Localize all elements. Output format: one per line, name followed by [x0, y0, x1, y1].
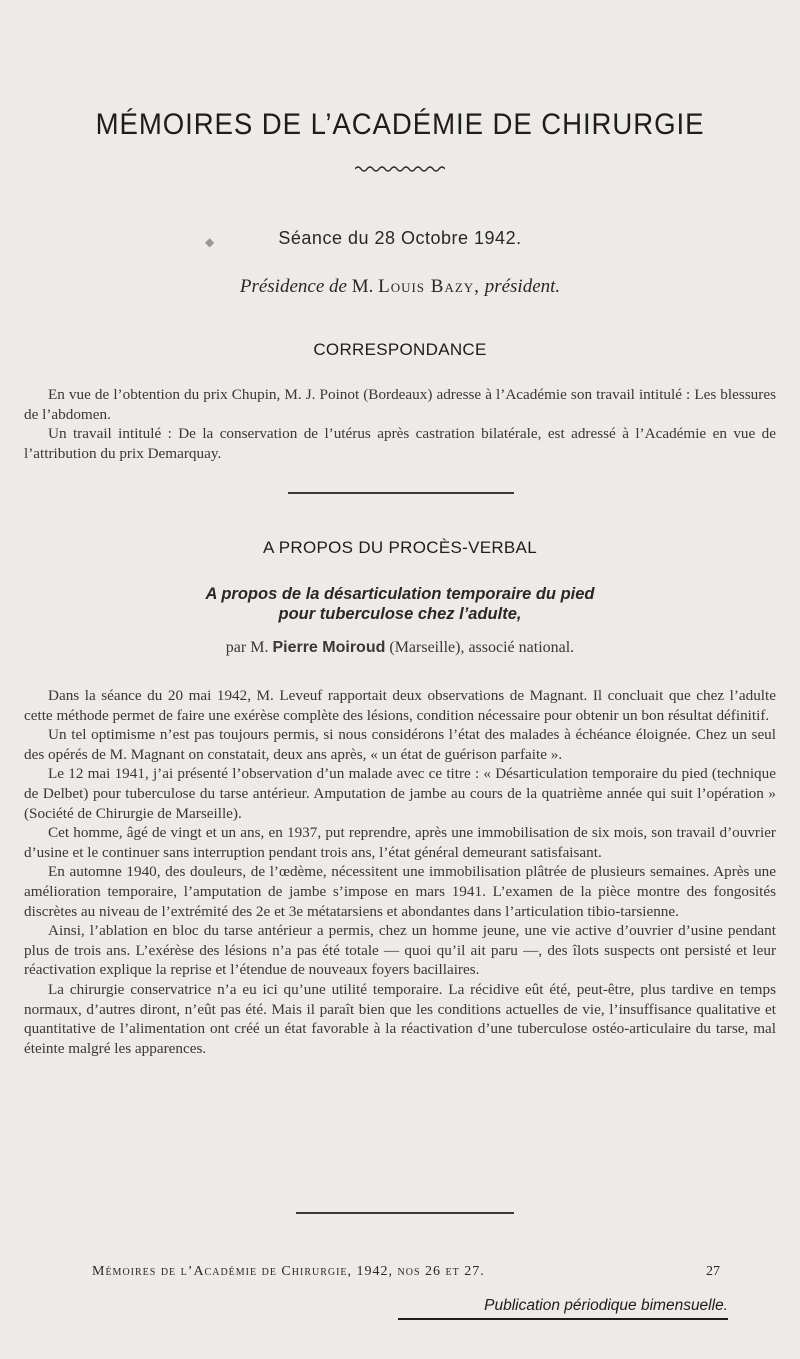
wavy-ornament — [355, 164, 445, 174]
author-name: Pierre Moiroud — [272, 639, 386, 656]
article-title-line-1: A propos de la désarticulation temporaire du pied — [205, 585, 595, 603]
speck-mark: ◆ — [205, 235, 215, 249]
president-name: Louis Bazy, — [378, 276, 480, 297]
footer-journal: Mémoires de l’Académie de Chirurgie, 1942, nos 26 et 27. — [92, 1264, 485, 1279]
byline-prefix: par M. — [225, 639, 269, 656]
page-number: 27 — [706, 1264, 720, 1279]
correspondance-heading: CORRESPONDANCE — [313, 340, 487, 359]
seance-date: Séance du 28 Octobre 1942. — [278, 228, 522, 248]
body-paragraph: Dans la séance du 20 mai 1942, M. Leveuf rapportait deux observations de Magnant. Il concluait que chez l’adulte cette méthode permet de faire une exérèse complète des lésions, condition nécessaire pour obtenir un bon résultat définitif. — [24, 687, 776, 724]
article-title — [0, 584, 800, 624]
correspondance-paragraph-1: En vue de l’obtention du prix Chupin, M. J. Poinot (Bordeaux) adresse à l’Académie son travail intitulé : Les blessures de l’abdomen. — [24, 386, 776, 423]
article-title-line-2: pour tuberculose chez l’adulte, — [278, 605, 522, 623]
page-footer — [92, 1264, 732, 1280]
journal-title: MÉMOIRES DE L’ACADÉMIE DE CHIRURGIE — [95, 108, 705, 141]
section-divider — [288, 492, 514, 494]
presidence-title: M. — [351, 276, 374, 297]
body-paragraph: Cet homme, âgé de vingt et un ans, en 1937, put reprendre, après une immobilisation de six mois, son travail d’ouvrier d’usine et le continuer sans interruption pendant trois ans, l’état général demeurant satisfaisant. — [24, 824, 776, 861]
byline-suffix: (Marseille), associé national. — [389, 639, 575, 656]
presidence-prefix: Présidence de — [239, 276, 347, 297]
proces-verbal-heading: A PROPOS DU PROCÈS-VERBAL — [263, 538, 537, 557]
end-divider — [296, 1212, 514, 1214]
body-paragraph: La chirurgie conservatrice n’a eu ici qu’une utilité temporaire. La récidive eût été, peut-être, plus tardive en temps normaux, d’autres diront, n’eût pas été. Mais il paraît bien que les conditions actuelles de vie, l’insuffisance qualitative et quantitative de l’alimentation ont créé un état favorable à la réactivation d’une tuberculose ostéo-articulaire du tarse, mal éteinte malgré les apparences. — [24, 980, 776, 1057]
article-body — [24, 686, 776, 1058]
body-paragraph: En automne 1940, des douleurs, de l’œdème, nécessitent une immobilisation plâtrée de plusieurs semaines. Après une amélioration temporaire, l’amputation de jambe s’impose en mars 1941. L’examen de la pièce montre des fongosités discrètes au niveau de l’extrémité des 2e et 3e métatarsiens et abondantes dans l’articulation tibio-tarsienne. — [24, 863, 776, 920]
presidence-role: président. — [484, 276, 561, 297]
presidence-line — [0, 276, 800, 298]
byline — [0, 639, 800, 657]
publication-note: Publication périodique bimensuelle. — [484, 1297, 728, 1314]
correspondance-text — [24, 385, 776, 463]
body-paragraph: Un tel optimisme n’est pas toujours permis, si nous considérons l’état des malades à échéance éloignée. Chez un seul des opérés de M. Magnant on constatait, deux ans après, « un état de guérison parfaite ». — [24, 726, 776, 763]
body-paragraph: Le 12 mai 1941, j’ai présenté l’observation d’un malade avec ce titre : « Désarticulation temporaire du pied (technique de Delbet) pour tuberculose du tarse antérieur. Amputation de jambe au cours de la quatrième année qui suit l’opération » (Société de Chirurgie de Marseille). — [24, 765, 776, 822]
body-paragraph: Ainsi, l’ablation en bloc du tarse antérieur a permis, chez un homme jeune, une vie active d’ouvrier d’usine pendant plus de trois ans. L’exérèse des lésions n’a pas été totale — quoi qu’il ait paru —, des îlots suspects ont persisté et leur réactivation explique la reprise et l’étendue de nouveaux foyers bacillaires. — [24, 922, 776, 979]
correspondance-paragraph-2: Un travail intitulé : De la conservation de l’utérus après castration bilatérale, est adressé à l’Académie en vue de l’attribution du prix Demarquay. — [24, 425, 776, 462]
publication-underline — [398, 1318, 728, 1320]
